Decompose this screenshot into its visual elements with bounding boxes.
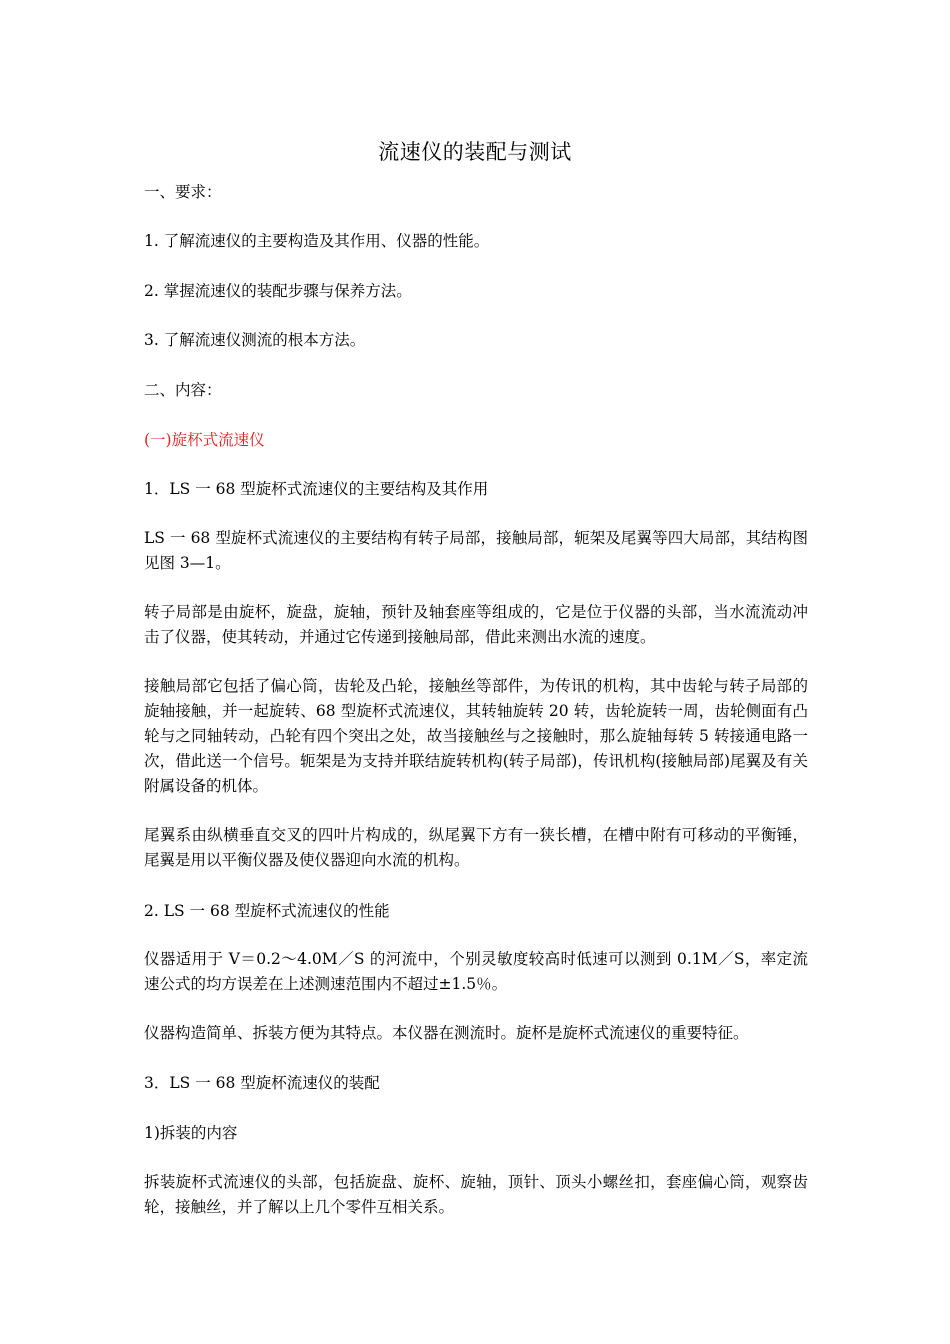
- content-heading: 二、内容：: [144, 381, 222, 399]
- paragraph-tail-wing: 尾翼系由纵横垂直交叉的四叶片构成的，纵尾翼下方有一狭长槽，在槽中附有可移动的平衡锤，尾翼是用以平衡仪器及使仪器迎向水流的机构。: [144, 826, 808, 869]
- document-title: 流速仪的装配与测试: [378, 140, 572, 164]
- requirements-heading: 一、要求：: [144, 183, 222, 201]
- paragraph-performance: 仪器适用于 V＝0.2～4.0M／S 的河流中，个别灵敏度较高时低速可以测到 0.1M／S，率定流速公式的均方误差在上述测速范围内不超过±1.5％。: [144, 950, 808, 993]
- subheading-disassembly-content: 1)拆装的内容: [144, 1124, 238, 1142]
- paragraph-rotor-part: 转子局部是由旋杯，旋盘，旋轴，预针及轴套座等组成的，它是位于仪器的头部，当水流流动冲击了仪器，使其转动，并通过它传递到接触局部，借此来测出水流的速度。: [144, 603, 808, 646]
- subheading-performance: 2. LS 一 68 型旋杯式流速仪的性能: [144, 902, 390, 920]
- requirement-item-2: 2. 掌握流速仪的装配步骤与保养方法。: [144, 282, 412, 300]
- paragraph-contact-part: 接触局部它包括了偏心筒，齿轮及凸轮，接触丝等部件，为传讯的机构，其中齿轮与转子局部的旋轴接触，并一起旋转、68 型旋杯式流速仪，其转轴旋转 20 转，齿轮旋转一周，齿轮侧面有凸轮与之同轴转动，凸轮有四个突出之处，故当接触丝与之接触时，那么旋轴每转 5 转接通电路一次，借此送一个信号。轭架是为支持并联结旋转机构(转子局部)，传讯机构(接触局部)尾翼及有关附属设备的机体。: [144, 677, 808, 795]
- subheading-structure: 1．LS 一 68 型旋杯式流速仪的主要结构及其作用: [144, 480, 489, 498]
- paragraph-disassembly: 拆装旋杯式流速仪的头部，包括旋盘、旋杯、旋轴，顶针、顶头小螺丝扣，套座偏心筒，观察齿轮，接触丝，并了解以上几个零件互相关系。: [144, 1173, 808, 1216]
- section-heading-rotating-cup: (一)旋杯式流速仪: [144, 431, 265, 449]
- paragraph-features: 仪器构造简单、拆装方便为其特点。本仪器在测流时。旋杯是旋杯式流速仪的重要特征。: [144, 1024, 749, 1042]
- requirement-item-3: 3. 了解流速仪测流的根本方法。: [144, 331, 366, 349]
- subheading-assembly: 3．LS 一 68 型旋杯流速仪的装配: [144, 1074, 380, 1092]
- requirement-item-1: 1. 了解流速仪的主要构造及其作用、仪器的性能。: [144, 232, 490, 250]
- paragraph-structure-overview: LS 一 68 型旋杯式流速仪的主要结构有转子局部，接触局部，轭架及尾翼等四大局部，其结构图见图 3—1。: [144, 529, 808, 572]
